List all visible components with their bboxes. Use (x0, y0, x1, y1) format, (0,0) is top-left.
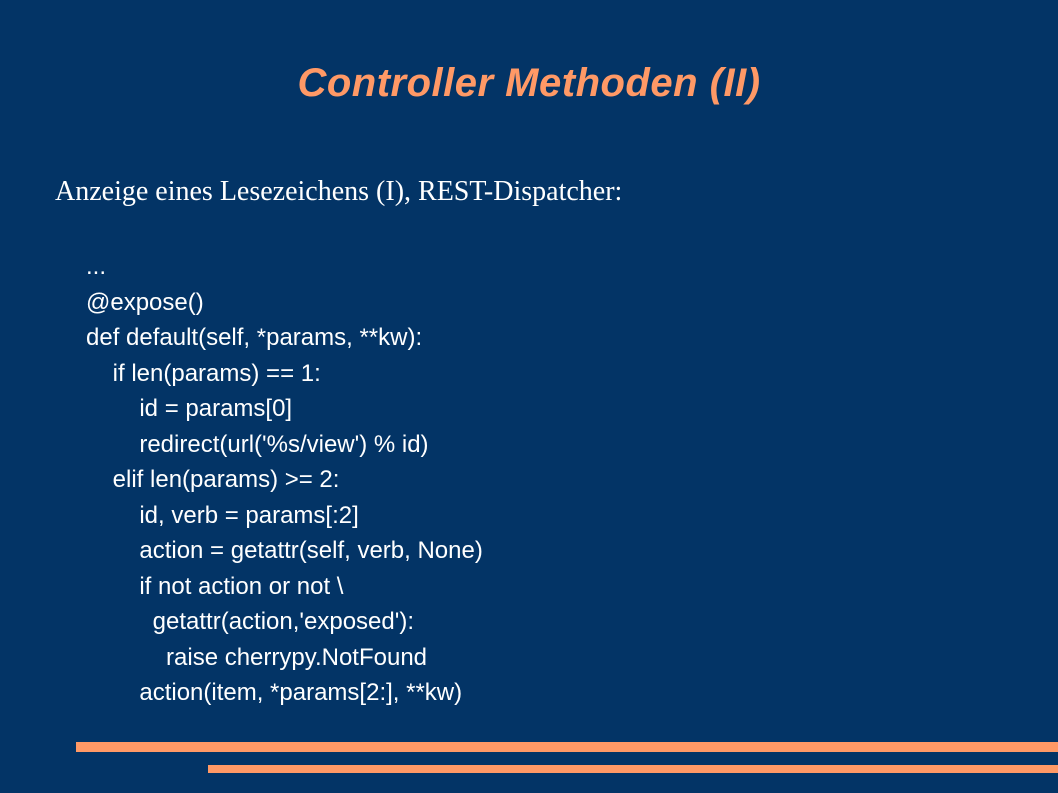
code-line: action = getattr(self, verb, None) (86, 537, 483, 564)
code-line: id = params[0] (86, 395, 293, 422)
code-block (86, 249, 483, 711)
code-line: action(item, *params[2:], **kw) (86, 679, 463, 706)
code-line: redirect(url('%s/view') % id) (86, 430, 429, 458)
code-line: raise cherrypy.NotFound (86, 643, 428, 671)
code-line: ... (86, 253, 107, 280)
code-line: id, verb = params[:2] (86, 501, 359, 529)
slide-title: Controller Methoden (II) (297, 61, 761, 105)
code-line: if not action or not \ (86, 572, 344, 600)
slide-subtitle: Anzeige eines Lesezeichens (I), REST-Dispatcher: (55, 176, 623, 207)
code-line: getattr(action,'exposed'): (86, 608, 414, 635)
code-line: def default(self, *params, **kw): (86, 324, 423, 351)
code-line: if len(params) == 1: (86, 359, 321, 387)
accent-bar-top (76, 742, 1058, 752)
code-line: @expose() (86, 288, 204, 316)
code-line: elif len(params) >= 2: (86, 466, 340, 493)
accent-bar-bottom (208, 765, 1058, 773)
